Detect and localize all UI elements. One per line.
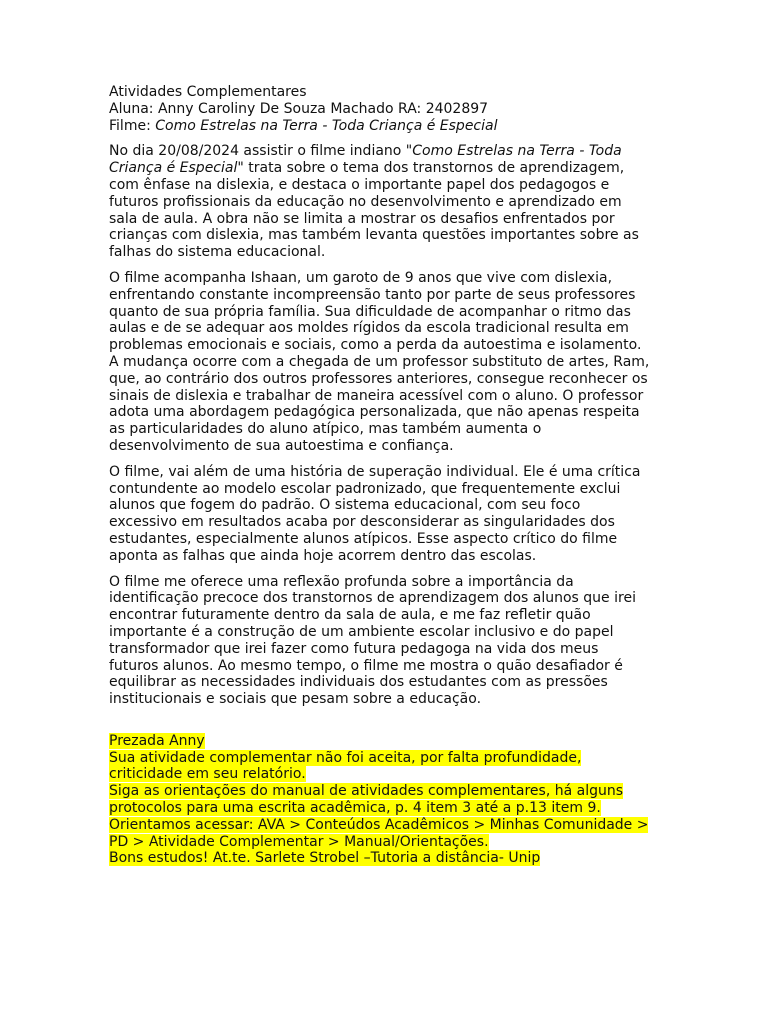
paragraph-line: aulas e de se adequar aos moldes rígidos da escola tradicional resulta em xyxy=(109,320,629,337)
paragraph-line: desenvolvimento de sua autoestima e confiança. xyxy=(109,437,454,454)
film-title-italic: Como Estrelas na Terra - Toda xyxy=(412,143,622,160)
paragraph-line: crianças com dislexia, mas também levanta questões importantes sobre as xyxy=(109,227,639,244)
highlighted-text: Sua atividade complementar não foi aceita, por falta profundidade, xyxy=(109,749,582,766)
highlighted-text: PD > Atividade Complementar > Manual/Orientações. xyxy=(109,833,489,850)
paragraph-line: O filme, vai além de uma história de superação individual. Ele é uma crítica xyxy=(109,463,641,480)
text-run: " trata sobre o tema dos transtornos de aprendizagem, xyxy=(237,160,625,177)
paragraph-line: importante é a construção de um ambiente escolar inclusivo e do papel xyxy=(109,623,614,640)
note-line xyxy=(109,783,661,800)
paragraph-line xyxy=(109,143,661,160)
highlighted-text: Orientamos acessar: AVA > Conteúdos Acadêmicos > Minhas Comunidade > xyxy=(109,816,649,833)
film-info xyxy=(109,118,661,135)
paragraph-line: aponta as falhas que ainda hoje acorrem dentro das escolas. xyxy=(109,547,537,564)
paragraph-line: problemas emocionais e sociais, como a perda da autoestima e isolamento. xyxy=(109,337,642,354)
highlighted-text: Prezada Anny xyxy=(109,732,205,749)
highlighted-text: criticidade em seu relatório. xyxy=(109,766,306,783)
paragraph-line: falhas do sistema educacional. xyxy=(109,244,326,261)
paragraph-critique xyxy=(109,464,661,565)
paragraph-line: A mudança ocorre com a chegada de um professor substituto de artes, Ram, xyxy=(109,353,650,370)
student-info: Aluna: Anny Caroliny De Souza Machado RA: 2402897 xyxy=(109,100,489,117)
note-line xyxy=(109,834,661,851)
paragraph-line: que, ao contrário dos outros professores anteriores, consegue reconhecer os xyxy=(109,370,648,387)
paragraph-line: alunos que fogem do padrão. O sistema educacional, com seu foco xyxy=(109,497,581,514)
paragraph-intro xyxy=(109,143,661,261)
paragraph-line: quanto de sua própria família. Sua dificuldade de acompanhar o ritmo das xyxy=(109,303,631,320)
paragraph-line: as particularidades do aluno atípico, mas também aumenta o xyxy=(109,421,542,438)
note-line xyxy=(109,750,661,767)
paragraph-line: excessivo em resultados acaba por desconsiderar as singularidades dos xyxy=(109,514,615,531)
paragraph-line: futuros profissionais da educação no desenvolvimento e aprendizado em xyxy=(109,193,622,210)
highlighted-text: Bons estudos! At.te. Sarlete Strobel –Tutoria a distância- Unip xyxy=(109,850,541,867)
note-line xyxy=(109,733,661,750)
note-line xyxy=(109,800,661,817)
paragraph-line: enfrentando constante incompreensão tanto por parte de seus professores xyxy=(109,286,636,303)
highlighted-text: Siga as orientações do manual de atividades complementares, há alguns xyxy=(109,783,624,800)
note-line xyxy=(109,850,661,867)
film-title: Como Estrelas na Terra - Toda Criança é Especial xyxy=(155,117,498,134)
tutor-feedback-note xyxy=(109,733,661,867)
paragraph-line: adota uma abordagem pedagógica personalizada, que não apenas respeita xyxy=(109,404,640,421)
note-line xyxy=(109,766,661,783)
paragraph-line: identificação precoce dos transtornos de aprendizagem dos alunos que irei xyxy=(109,590,636,607)
document-title: Atividades Complementares xyxy=(109,84,307,100)
paragraph-reflection xyxy=(109,574,661,708)
paragraph-line: institucionais e sociais que pesam sobre a educação. xyxy=(109,691,482,708)
paragraph-line: transformador que irei fazer como futura pedagoga na vida dos meus xyxy=(109,640,599,657)
text-run: No dia 20/08/2024 assistir o filme indiano " xyxy=(109,143,413,160)
highlighted-text: protocolos para uma escrita acadêmica, p. 4 item 3 até a p.13 item 9. xyxy=(109,800,601,817)
paragraph-line: sinais de dislexia e trabalhar de maneira acessível com o aluno. O professor xyxy=(109,387,644,404)
paragraph-line xyxy=(109,160,661,177)
paragraph-line: O filme acompanha Ishaan, um garoto de 9 anos que vive com dislexia, xyxy=(109,269,613,286)
paragraph-plot xyxy=(109,270,661,455)
paragraph-line: equilibrar as necessidades individuais dos estudantes com as pressões xyxy=(109,674,608,691)
paragraph-line: encontrar futuramente dentro da sala de aula, e me faz refletir quão xyxy=(109,607,591,624)
paragraph-line: contundente ao modelo escolar padronizado, que frequentemente exclui xyxy=(109,480,621,497)
film-title-italic: Criança é Especial xyxy=(109,160,238,177)
paragraph-line: estudantes, especialmente alunos atípicos. Esse aspecto crítico do filme xyxy=(109,530,618,547)
paragraph-line: sala de aula. A obra não se limita a mostrar os desafios enfrentados por xyxy=(109,210,615,227)
document-page xyxy=(109,84,661,867)
paragraph-line: com ênfase na dislexia, e destaca o importante papel dos pedagogos e xyxy=(109,176,610,193)
film-label: Filme: xyxy=(109,117,156,134)
paragraph-line: O filme me oferece uma reflexão profunda sobre a importância da xyxy=(109,573,574,590)
note-line xyxy=(109,817,661,834)
paragraph-line: futuros alunos. Ao mesmo tempo, o filme me mostra o quão desafiador é xyxy=(109,657,623,674)
document-header xyxy=(109,84,661,134)
